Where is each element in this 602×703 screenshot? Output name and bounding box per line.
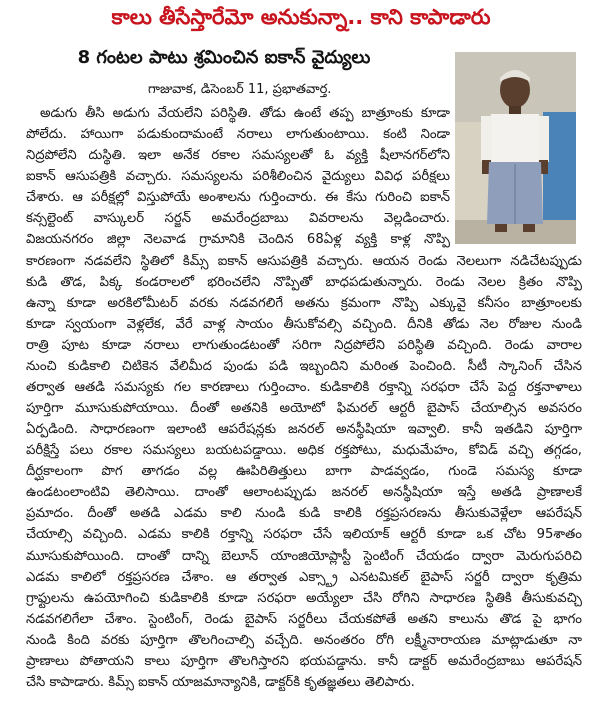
article-line: ప్రమాదం. దీంతో అతడి ఎడమ కాలి నుండి కుడి కాలికి రక్తప్రసరణను తీసుకువెళ్లేలా ఆపరేషన్: [26, 506, 582, 522]
article-line: అడుగు తీసి అడుగు వేయలేని పరిస్థితి. తోడు ఉంటే తప్ప బాత్రూంకు కూడా: [40, 106, 450, 121]
article-line: చేశారు. ఆ పరీక్షల్లో విస్తుపోయే అంశాలను గుర్తించారు. ఈ కేసు గురించి ఐకాన్: [26, 190, 450, 206]
article-line: కారణంగా నడవలేని స్థితిలో కిమ్స్ ఐకాన్ ఆసుపత్రికి వచ్చారు. ఆయన రెండు నెలలుగా నడిచేటప్పుడు: [26, 253, 582, 269]
article-line: చేయాల్సి వచ్చింది. ఎడమ కాలికి రక్తాన్ని సరఫరా చేసే ఇలియాక్ ఆర్టరీ కూడా ఒక చోట 95శాతం: [26, 527, 582, 543]
dateline: గాజువాక, డిసెంబర్ 11, ప్రభాతవార్త.: [148, 82, 332, 97]
article-line: పోలేదు. హాయిగా పడుకుందామంటే నరాలు లాగుతుంటాయి. కంటి నిండా: [26, 127, 450, 143]
article-line: కుడి తొడ, పిక్క కండరాలలో భరించలేని నొప్పితో బాధపడుతున్నారు. రెండు నెలల క్రితం నొప్పి: [26, 274, 582, 290]
article-line: పూర్తిగా మూసుకుపోయాయి. దీంతో అతనికి అయోటో ఫిమరల్ ఆర్టరీ బైపాస్ చేయాల్సిన అవసరం: [26, 401, 582, 416]
headline: కాలు తీసేస్తారేమో అనుకున్నా.. కాని కాపాడారు: [111, 5, 491, 29]
article-line: కన్సల్టెంట్ వాస్కులర్ సర్జన్ అమరేంద్రబాబు వివరాలను వెల్లడించారు.: [26, 211, 450, 227]
article-line: నడవగలిగేలా చేశాం. స్టెంటింగ్, రెండు బైపాస్ సర్జరీలు చేయకపోతే అతని కాలును తొడ పై భాగం: [26, 611, 582, 627]
article-line: రాత్రి పూట కూడా నరాలు లాగుతుండటంతో సరిగా నిద్రపోలేని పరిస్థితి వచ్చింది. రెండు వారాల: [26, 337, 582, 353]
next-line-cutoff: [40, 694, 600, 703]
article-line: ఏర్పడింది. సాధారణంగా ఇలాంటి ఆపరేషన్లకు జనరల్ అనస్థీషియా ఇవ్వాలి. కానీ ఇతడిని పూర్తిగా: [26, 422, 582, 438]
article-line: గ్రాఫ్టులను ఉపయోగించి కుడికాలికి కూడా సరఫరా అయ్యేలా చేసి రోగిని సాధారణ స్థితికి తీసుకువచ్చి: [26, 590, 582, 606]
article-line: దీర్ఘకాలంగా పొగ తాగడం వల్ల ఊపిరితిత్తులు బాగా పాడవ్వడం, గుండె సమస్య కూడా: [26, 464, 582, 480]
article-line: నుండి కింది వరకు పూర్తిగా తొలగించాల్సి వచ్చేది. అనంతరం రోగి లక్ష్మీనారాయణ మాట్లాడుతూ నా: [26, 632, 582, 648]
article-line: ఉండటంలాంటివి తెలిసాయి. దాంతో ఆలాంటప్పుడు జనరల్ అనస్థీషియా ఇస్తే అతడి ప్రాణాలకే: [26, 485, 582, 501]
article-line: ప్రాణాలు పోతాయని కాలు పూర్తిగా తొలగిస్తారని భయపడ్డాను. కానీ డాక్టర్ అమరేంద్రబాబు ఆపరేషన్: [26, 653, 582, 669]
article-line: ఉన్నా కూడా అరకిలోమీటర్ వరకు నడవగలిగే అతను క్రమంగా నొప్పి ఎక్కువై కనీసం బాత్రూంలకు: [26, 295, 582, 311]
article-line: నిద్రపోలేని దుస్థితి. ఇలా అనేక రకాల సమస్యలతో ఓ వ్యక్తి షీలానగర్‌లోని: [26, 148, 450, 164]
article-line: కూడా స్వయంగా వెళ్లలేక, వేరే వాళ్ల సాయం తీసుకోవల్సి వచ్చింది. దీనికి తోడు నెల రోజుల నుండి: [26, 316, 582, 332]
article-line: విజయనగరం జిల్లా నెలవాడ గ్రామానికి చెందిన 68ఏళ్ల వ్యక్తి కాళ్ల నొప్పి: [26, 232, 450, 248]
article-line: తర్వాత ఆతడి సమస్యకు గల కారణాలు గుర్తించాం. కుడికాలికి రక్తాన్ని సరఫరా చేసే పెద్ద రక్తనాళాలు: [26, 379, 582, 395]
article-line: చేసి కాపాడారు. కిమ్స్ ఐకాన్ యాజమాన్యానికి, డాక్టర్‌కి కృతజ్ఞతలు తెలిపారు.: [26, 674, 415, 690]
article-line: నుంచి కుడికాలి చిటికెన వేలిమీద పుండు పడి ఇబ్బందిని మరింత పెంచింది. సీటీ స్కానింగ్ చేసిన: [26, 358, 582, 374]
subheadline: 8 గంటల పాటు శ్రమించిన ఐకాన్ వైద్యులు: [77, 47, 371, 68]
article-line: మూసుకుపోయింది. దాంతో దాన్ని బెలూన్ యాంజియోప్లాస్టీ స్టెంటింగ్ చేయడం ద్వారా మెరుగుపరిచి: [26, 548, 582, 564]
article-line: పరీక్షిస్తే పలు రకాల సమస్యలు బయటపడ్డాయి. అధిక రక్తపోటు, మధుమేహం, కోవిడ్ వచ్చి తగ్గడం,: [26, 443, 582, 459]
article-line: ఐకాన్ ఆసుపత్రికి వచ్చారు. సమస్యలను పరిశీలించిన వైద్యులు వివిధ పరీక్షలు: [26, 169, 450, 185]
article-line: ఎడమ కాలిలో రక్తప్రసరణ చేశాం. ఆ తర్వాత ఎక్స్ట్రా ఎనటమికల్ బైపాస్ సర్జరీ ద్వారా కృత్రిమ: [26, 569, 582, 585]
